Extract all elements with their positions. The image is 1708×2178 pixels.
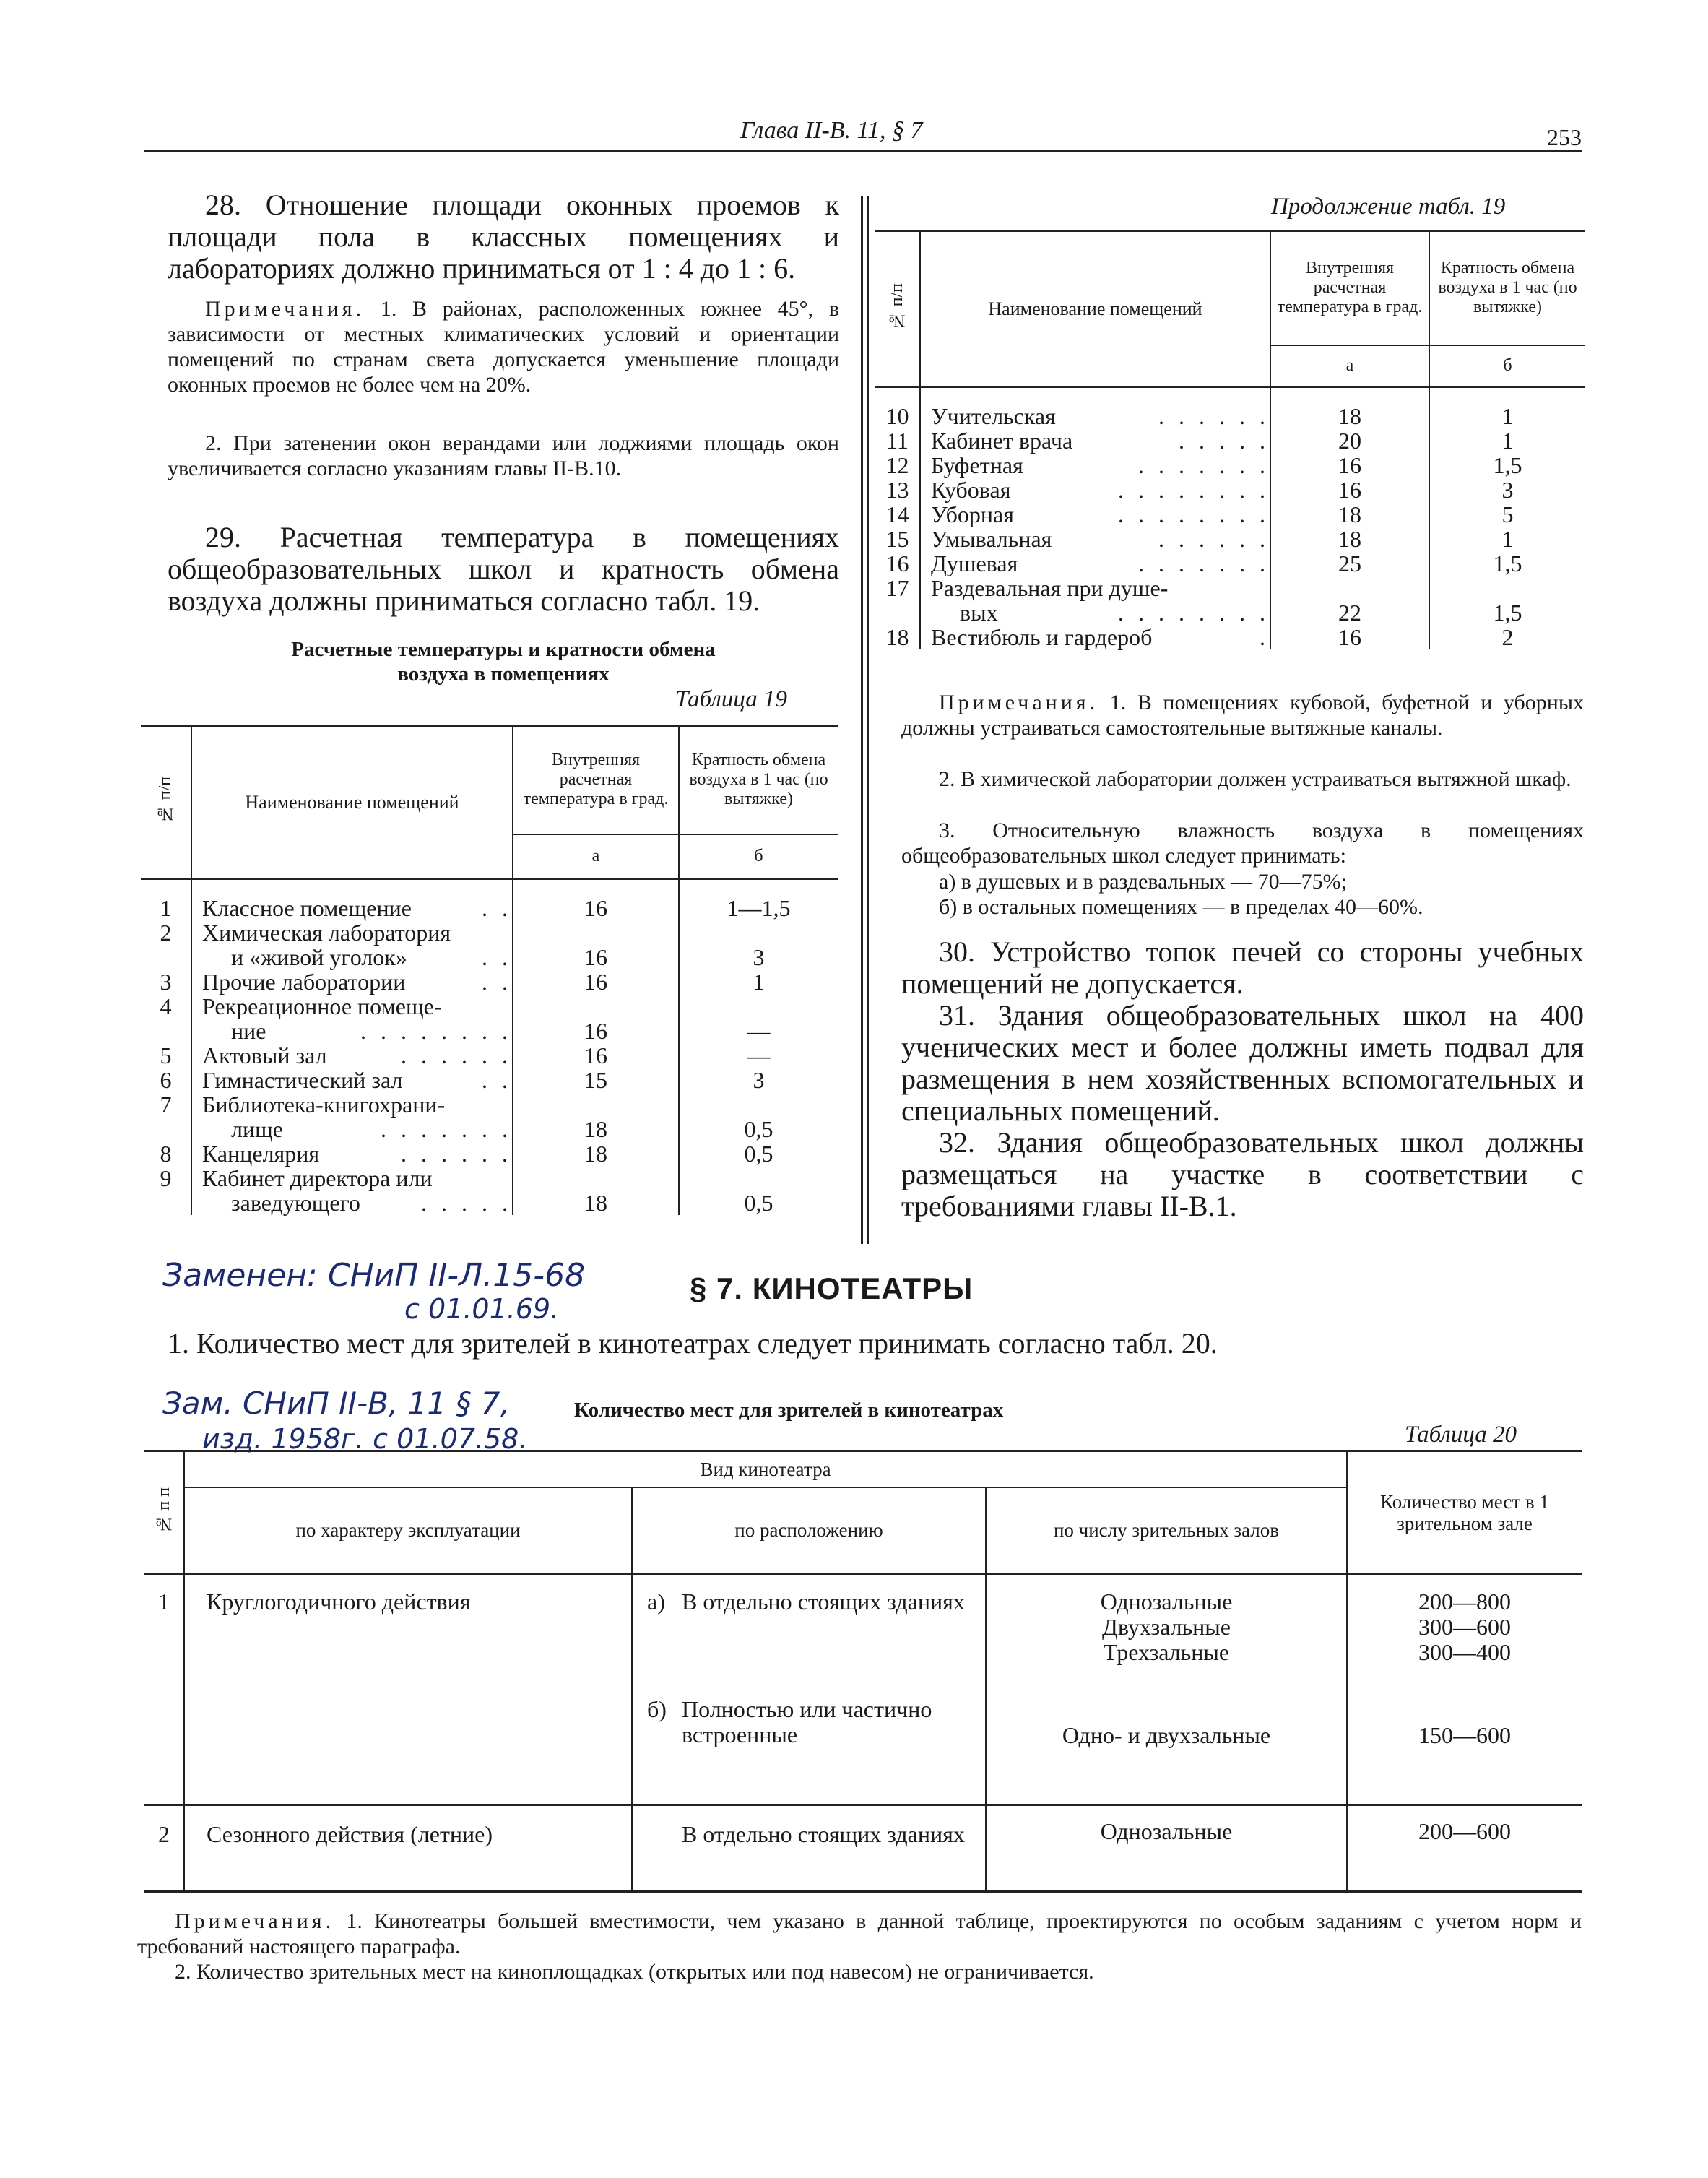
temperature-value: 18	[513, 1166, 679, 1215]
leader-dots: . . . . . . .	[1138, 452, 1270, 478]
room-name-text-2: и «живой уголок»	[231, 944, 407, 970]
exchange-rate-value: 1	[1501, 403, 1514, 429]
exchange-rate-value: 2	[1501, 624, 1514, 650]
paragraph-29: 29. Расчетная температура в помещениях общеобразовательных школ и кратность обмена воздуха должны приниматься согласно табл. 19.	[168, 521, 839, 617]
temperature-value: 25	[1270, 551, 1429, 576]
row-number: 16	[875, 551, 920, 576]
room-name	[920, 502, 1270, 527]
t20-row2-no: 2	[144, 1805, 184, 1892]
table-row	[875, 527, 1585, 551]
handwritten-amendment-note: Зам. СНиП II-В, 11 § 7,	[162, 1386, 510, 1421]
table-row	[141, 879, 838, 921]
exchange-rate-value: 1,5	[1493, 452, 1522, 478]
table-row	[141, 1092, 838, 1141]
table-row	[875, 502, 1585, 527]
t20-row1-loc-b	[632, 1682, 986, 1805]
row-number: 6	[141, 1068, 191, 1092]
table-row	[141, 994, 838, 1043]
room-name-text: Кабинет врача	[931, 428, 1073, 454]
temperature-value: 16	[513, 969, 679, 994]
col-temp-sub: а	[513, 834, 679, 879]
table-row	[875, 387, 1585, 429]
t20-col-exploit: по характеру эксплуатации	[184, 1487, 632, 1574]
note-label: Примечания.	[939, 691, 1099, 714]
note-text: 1. В районах, расположенных южнее 45°, в зависимости от местных климатических условий и ориентации помещений по странам света допускается уменьшение площади оконных проемов не более чем на 20%.	[168, 297, 840, 397]
cell-line: 300—400	[1418, 1639, 1511, 1665]
column-separator	[861, 196, 863, 1244]
t20-col-no: № п п	[144, 1451, 184, 1574]
room-name	[920, 477, 1270, 502]
room-name-text-2: заведующего	[231, 1190, 360, 1216]
leader-dots: . . . . . . . .	[360, 1018, 512, 1044]
room-name	[920, 576, 1270, 625]
row-number: 13	[875, 477, 920, 502]
t20-row1-seats-b: 150—600	[1347, 1682, 1582, 1805]
note-28-1	[168, 296, 839, 397]
paragraph-32: 32. Здания общеобразовательных школ должны размещаться на участке в соответствии с требованиями главы II-В.1.	[901, 1126, 1584, 1222]
item-mark: а)	[647, 1589, 665, 1615]
table-19-continued	[875, 230, 1585, 649]
leader-dots: . . . . . .	[401, 1042, 512, 1068]
table-row	[141, 920, 838, 969]
table-row	[144, 1574, 1582, 1682]
caption-line-1: Расчетные температуры и кратности обмена	[291, 638, 716, 661]
column-separator-2	[867, 196, 869, 1244]
caption-line-2: воздуха в помещениях	[397, 662, 610, 686]
room-name-text: Буфетная	[931, 452, 1023, 478]
t20-col-group: Вид кинотеатра	[184, 1451, 1347, 1487]
leader-dots: . . . . . . .	[381, 1116, 512, 1142]
running-title: Глава II-В. 11, § 7	[740, 117, 923, 144]
row-number: 14	[875, 502, 920, 527]
note-text: 1. В помещениях кубовой, буфетной и уборных должны устраиваться самостоятельные вытяжные каналы.	[901, 691, 1584, 740]
row-number: 5	[141, 1043, 191, 1068]
table-19	[141, 725, 838, 1215]
table19-note-3a: а) в душевых и в раздевальных — 70—75%;	[939, 870, 1347, 894]
exchange-rate-value: 0,5	[744, 1116, 773, 1142]
table-row	[875, 625, 1585, 649]
exchange-rate-value: 1—1,5	[727, 895, 791, 921]
room-name-text: Умывальная	[931, 526, 1052, 552]
room-name-text: Канцелярия	[202, 1141, 320, 1167]
col-rate-header: Кратность обмена воздуха в 1 час (по вытяжке)	[679, 726, 838, 834]
exchange-rate-value: 3	[1501, 477, 1514, 503]
room-name-text: Уборная	[931, 501, 1014, 527]
table-row	[141, 1068, 838, 1092]
row-number: 2	[141, 920, 191, 969]
cell-line: Трехзальные	[1103, 1639, 1230, 1665]
handwritten-replaced-date: с 01.01.69.	[404, 1293, 560, 1325]
leader-dots: . . . . . . .	[1138, 550, 1270, 576]
room-name-text: Гимнастический зал	[202, 1067, 403, 1093]
table-row	[875, 453, 1585, 477]
table19-caption	[168, 637, 839, 686]
handwritten-amendment-date: изд. 1958г. с 01.07.58.	[202, 1423, 528, 1455]
exchange-rate-value: 1	[1501, 428, 1514, 454]
room-name-text: Душевая	[931, 550, 1018, 576]
leader-dots: . . . . . . . .	[1118, 477, 1270, 503]
exchange-rate-value: —	[747, 1018, 771, 1044]
t20-row2-loc: В отдельно стоящих зданиях	[632, 1805, 986, 1892]
room-name	[920, 428, 1270, 453]
room-name-text: Кубовая	[931, 477, 1011, 503]
t20-row2-halls: Однозальные	[986, 1805, 1347, 1892]
col-name-header: Наименование помещений	[191, 726, 513, 879]
room-name-text-2: ние	[231, 1018, 266, 1044]
t20-col-location: по расположению	[632, 1487, 986, 1574]
table19-note-2: 2. В химической лаборатории должен устраиваться вытяжной шкаф.	[939, 767, 1572, 791]
room-name-text: Химическая лаборатория	[202, 920, 451, 946]
header-rule	[144, 150, 1582, 152]
col-temp-header: Внутренняя расчетная температура в град.	[513, 726, 679, 834]
section7-paragraph-1: 1. Количество мест для зрителей в кинотеатрах следует принимать согласно табл. 20.	[168, 1327, 1218, 1360]
cell-text: В отдельно стоящих зданиях	[682, 1589, 965, 1615]
exchange-rate-value: 3	[753, 944, 765, 970]
room-name	[191, 1166, 513, 1215]
room-name-text: Прочие лаборатории	[202, 969, 406, 995]
exchange-rate-value: —	[747, 1042, 771, 1068]
table-row	[144, 1682, 1582, 1805]
cell-text: Полностью или частично встроенные	[682, 1695, 932, 1747]
col-rate-sub: б	[1429, 345, 1585, 387]
temperature-value: 16	[1270, 453, 1429, 477]
room-name	[191, 1043, 513, 1068]
paragraph-30: 30. Устройство топок печей со стороны учебных помещений не допускается.	[901, 935, 1584, 1000]
room-name-text: Учительская	[931, 403, 1056, 429]
table20-label: Таблица 20	[1405, 1422, 1517, 1448]
table20-note-1	[137, 1909, 1582, 1959]
row-number: 9	[141, 1166, 191, 1215]
row-number: 1	[141, 879, 191, 921]
room-name	[920, 527, 1270, 551]
table-row	[875, 477, 1585, 502]
t20-row1-no: 1	[144, 1574, 184, 1682]
table-20	[144, 1450, 1582, 1893]
temperature-value: 20	[1270, 428, 1429, 453]
room-name	[191, 1092, 513, 1141]
note-label: Примечания.	[205, 297, 365, 321]
leader-dots: . .	[482, 944, 512, 970]
room-name	[920, 453, 1270, 477]
table-row	[144, 1805, 1582, 1892]
leader-dots: . . . . . .	[1158, 526, 1270, 552]
leader-dots: . . . . . . . .	[1118, 501, 1270, 527]
table-row	[141, 1141, 838, 1166]
temperature-value: 16	[513, 994, 679, 1043]
room-name	[191, 879, 513, 921]
leader-dots: .	[1260, 624, 1270, 650]
leader-dots: . .	[482, 969, 512, 995]
room-name-text-2: вых	[960, 600, 998, 626]
room-name-text: Кабинет директора или	[202, 1165, 433, 1191]
row-number: 17	[875, 576, 920, 625]
temperature-value: 18	[1270, 387, 1429, 429]
table20-note-2: 2. Количество зрительных мест на киноплощадках (открытых или под навесом) не ограничивается.	[175, 1960, 1094, 1984]
room-name	[191, 920, 513, 969]
room-name-text: Рекреационное помеще-	[202, 993, 442, 1019]
leader-dots: . .	[482, 895, 512, 921]
room-name-text: Вестибюль и гардероб	[931, 624, 1153, 650]
table19-note-3: 3. Относительную влажность воздуха в помещениях общеобразовательных школ следует принимать:	[901, 818, 1584, 868]
note-label: Примечания.	[175, 1909, 335, 1933]
col-name-header: Наименование помещений	[920, 231, 1270, 387]
exchange-rate-value: 1	[1501, 526, 1514, 552]
row-number: 12	[875, 453, 920, 477]
temperature-value: 16	[513, 1043, 679, 1068]
note-text: 1. Кинотеатры большей вместимости, чем указано в данной таблице, проектируются по особым заданиям с учетом норм и требований настоящего параграфа.	[137, 1909, 1582, 1958]
temperature-value: 16	[1270, 625, 1429, 649]
leader-dots: . . . . . . . .	[1118, 600, 1270, 626]
col-rate-header: Кратность обмена воздуха в 1 час (по вытяжке)	[1429, 231, 1585, 345]
table19-continuation-label: Продолжение табл. 19	[1271, 194, 1506, 220]
table-row	[875, 576, 1585, 625]
temperature-value: 18	[513, 1141, 679, 1166]
empty-cell	[144, 1682, 184, 1805]
cell-line: 200—800	[1418, 1589, 1511, 1615]
t20-row1-exploit: Круглогодичного действия	[184, 1574, 632, 1682]
temperature-value: 18	[1270, 527, 1429, 551]
note-28-2: 2. При затенении окон верандами или лоджиями площадь окон увеличивается согласно указаниям главы II-В.10.	[168, 431, 839, 480]
room-name	[191, 1141, 513, 1166]
room-name-text: Классное помещение	[202, 895, 412, 921]
temperature-value: 16	[1270, 477, 1429, 502]
exchange-rate-value: 1	[753, 969, 765, 995]
row-number: 15	[875, 527, 920, 551]
item-mark: б)	[647, 1695, 667, 1722]
section-title: § 7. КИНОТЕАТРЫ	[690, 1271, 974, 1305]
cell-line: Однозальные	[1100, 1589, 1233, 1615]
paragraph-28: 28. Отношение площади оконных проемов к площади пола в классных помещениях и лабораториях должно приниматься от 1 : 4 до 1 : 6.	[168, 189, 839, 285]
room-name-text-2: лище	[231, 1116, 283, 1142]
cell-line: 300—600	[1418, 1614, 1511, 1640]
room-name-text: Раздевальная при душе-	[931, 575, 1169, 601]
exchange-rate-value: 1,5	[1493, 600, 1522, 626]
leader-dots: . . . . .	[1179, 428, 1270, 454]
room-name	[191, 1068, 513, 1092]
temperature-value: 16	[513, 920, 679, 969]
row-number: 11	[875, 428, 920, 453]
row-number: 18	[875, 625, 920, 649]
col-temp-sub: а	[1270, 345, 1429, 387]
room-name-text: Актовый зал	[202, 1042, 327, 1068]
t20-col-seats: Количество мест в 1 зрительном зале	[1347, 1451, 1582, 1574]
t20-col-halls: по числу зрительных залов	[986, 1487, 1347, 1574]
row-number: 10	[875, 387, 920, 429]
leader-dots: . . . . .	[421, 1190, 512, 1216]
table-row	[875, 428, 1585, 453]
row-number: 4	[141, 994, 191, 1043]
room-name	[920, 625, 1270, 649]
paragraph-31: 31. Здания общеобразовательных школ на 400 ученических мест и более должны иметь подвал для размещения в нем хозяйственных вспомогательных и специальных помещений.	[901, 999, 1584, 1127]
exchange-rate-value: 0,5	[744, 1190, 773, 1216]
row-number: 7	[141, 1092, 191, 1141]
table19-note-1	[901, 690, 1584, 740]
room-name	[920, 387, 1270, 429]
table19-note-3b: б) в остальных помещениях — в пределах 40—60%.	[939, 895, 1423, 919]
col-rate-sub: б	[679, 834, 838, 879]
temperature-value: 16	[513, 879, 679, 921]
temperature-value: 22	[1270, 576, 1429, 625]
exchange-rate-value: 0,5	[744, 1141, 773, 1167]
row-number: 8	[141, 1141, 191, 1166]
t20-row2-exploit: Сезонного действия (летние)	[184, 1805, 632, 1892]
t20-row1-loc-a	[632, 1574, 986, 1682]
t20-row1-seats-a	[1347, 1574, 1582, 1682]
t20-row2-seats: 200—600	[1347, 1805, 1582, 1892]
room-name	[920, 551, 1270, 576]
table-row	[141, 1043, 838, 1068]
table-row	[141, 1166, 838, 1215]
col-no-header: № п/п	[875, 231, 920, 387]
temperature-value: 15	[513, 1068, 679, 1092]
exchange-rate-value: 5	[1501, 501, 1514, 527]
cell-line: Двухзальные	[1102, 1614, 1231, 1640]
leader-dots: . .	[482, 1067, 512, 1093]
table19-label: Таблица 19	[675, 686, 787, 712]
empty-cell	[184, 1682, 632, 1805]
table-row	[141, 969, 838, 994]
temperature-value: 18	[1270, 502, 1429, 527]
exchange-rate-value: 3	[753, 1067, 765, 1093]
exchange-rate-value: 1,5	[1493, 550, 1522, 576]
page-number: 253	[1547, 124, 1582, 150]
col-temp-header: Внутренняя расчетная температура в град.	[1270, 231, 1429, 345]
t20-row1-halls-b: Одно- и двухзальные	[986, 1682, 1347, 1805]
table-row	[875, 551, 1585, 576]
row-number: 3	[141, 969, 191, 994]
room-name-text: Библиотека-книгохрани-	[202, 1092, 446, 1118]
room-name	[191, 969, 513, 994]
room-name	[191, 994, 513, 1043]
col-no-header: № п/п	[141, 726, 191, 879]
handwritten-replaced-note: Заменен: СНиП II-Л.15-68	[162, 1257, 586, 1294]
t20-row1-halls-a	[986, 1574, 1347, 1682]
temperature-value: 18	[513, 1092, 679, 1141]
leader-dots: . . . . . .	[401, 1141, 512, 1167]
leader-dots: . . . . . .	[1158, 403, 1270, 429]
table20-caption: Количество мест для зрителей в кинотеатрах	[574, 1399, 1004, 1422]
